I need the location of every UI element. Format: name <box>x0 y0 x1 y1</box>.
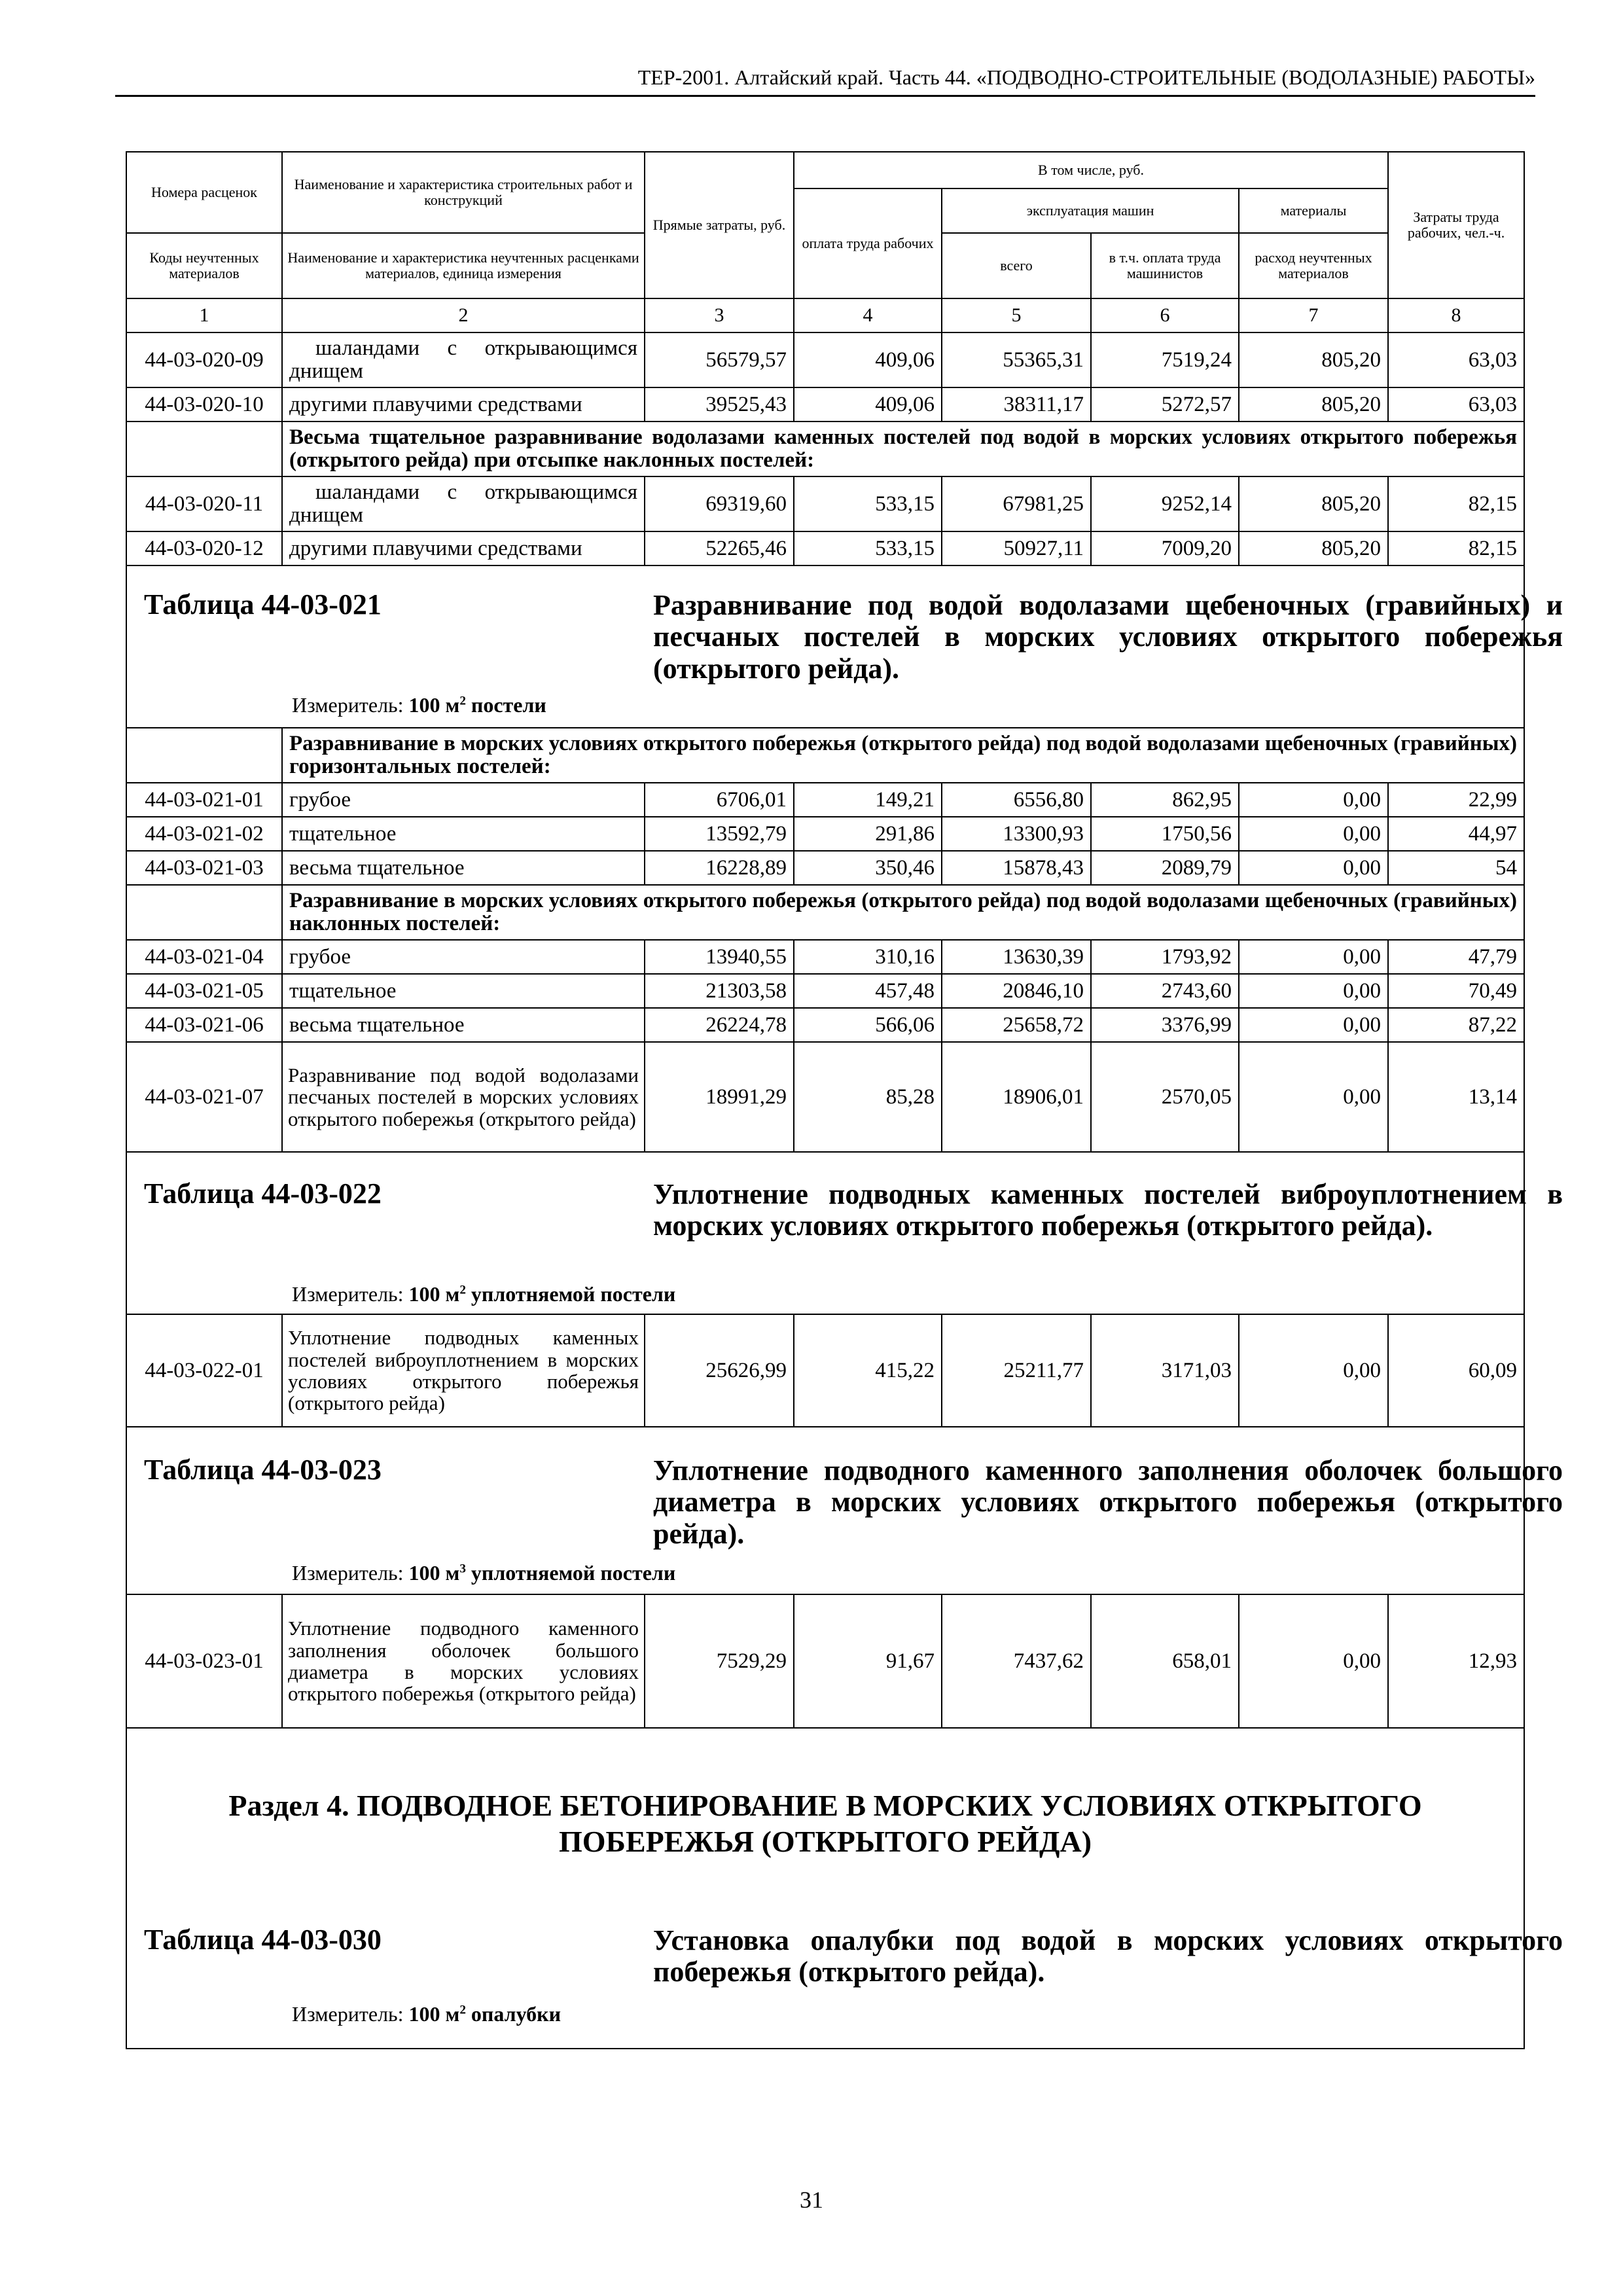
wage-cost: 291,86 <box>794 817 942 851</box>
col-number: 6 <box>1091 298 1239 332</box>
direct-cost: 56579,57 <box>645 332 794 387</box>
col-codes-sub-header: Коды неучтенных материалов <box>126 233 282 298</box>
machines-total: 50927,11 <box>942 531 1091 565</box>
direct-cost: 26224,78 <box>645 1008 794 1042</box>
machinist-wage: 2570,05 <box>1091 1042 1239 1152</box>
machines-total: 13300,93 <box>942 817 1091 851</box>
table-row <box>126 1042 1524 1152</box>
machines-total: 15878,43 <box>942 851 1091 885</box>
machinist-wage: 5272,57 <box>1091 387 1239 422</box>
group-heading: Разравнивание в морских условиях открытого побережья (открытого рейда) под водой водолазами щебеночных (гравийных) наклонных постелей: <box>282 885 1524 940</box>
machinist-wage: 2089,79 <box>1091 851 1239 885</box>
table-row <box>126 476 1524 531</box>
machinist-wage: 3376,99 <box>1091 1008 1239 1042</box>
materials-cost: 805,20 <box>1239 476 1388 531</box>
direct-cost: 13592,79 <box>645 817 794 851</box>
wage-cost: 310,16 <box>794 940 942 974</box>
section-4-block <box>126 1728 1563 2049</box>
table-number: Таблица 44-03-021 <box>144 588 382 620</box>
materials-cost: 0,00 <box>1239 817 1388 851</box>
labor-cost: 82,15 <box>1388 476 1524 531</box>
materials-cost: 805,20 <box>1239 387 1388 422</box>
col-wage-header: оплата труда рабочих <box>794 188 942 298</box>
table-row <box>126 332 1524 387</box>
table-number: Таблица 44-03-030 <box>144 1924 382 1956</box>
table-row <box>126 1008 1524 1042</box>
rate-code: 44-03-021-01 <box>126 783 282 817</box>
machines-total: 67981,25 <box>942 476 1091 531</box>
table-023-heading <box>126 1427 1563 1594</box>
wage-cost: 566,06 <box>794 1008 942 1042</box>
table-title: Уплотнение подводных каменных постелей виброуплотнением в морских условиях открытого побережья (открытого рейда). <box>653 1178 1563 1242</box>
direct-cost: 13940,55 <box>645 940 794 974</box>
machinist-wage: 2743,60 <box>1091 974 1239 1008</box>
machinist-wage: 862,95 <box>1091 783 1239 817</box>
rate-name: тщательное <box>282 817 645 851</box>
wage-cost: 91,67 <box>794 1594 942 1728</box>
col-name-sub-header: Наименование и характеристика неучтенных расценками материалов, единица измерения <box>282 233 645 298</box>
table-number: Таблица 44-03-022 <box>144 1177 382 1210</box>
rate-name: другими плавучими средствами <box>282 387 645 422</box>
group-heading: Весьма тщательное разравнивание водолазами каменных постелей под водой в морских условиях открытого побережья (открытого рейда) при отсыпке наклонных постелей: <box>282 422 1524 476</box>
col-number: 7 <box>1239 298 1388 332</box>
table-unit: Измеритель: 100 $м^3$ уплотняемой постели <box>292 1561 676 1585</box>
col-labor-header: Затраты труда рабочих, чел.-ч. <box>1388 152 1524 298</box>
direct-cost: 52265,46 <box>645 531 794 565</box>
labor-cost: 54 <box>1388 851 1524 885</box>
materials-cost: 0,00 <box>1239 940 1388 974</box>
table-row <box>126 940 1524 974</box>
rate-name: шаландами с открывающимся днищем <box>282 476 645 531</box>
rate-code: 44-03-021-07 <box>126 1042 282 1152</box>
direct-cost: 21303,58 <box>645 974 794 1008</box>
direct-cost: 18991,29 <box>645 1042 794 1152</box>
col-materials-header: материалы <box>1239 188 1388 233</box>
col-machines-header: эксплуатация машин <box>942 188 1239 233</box>
materials-cost: 0,00 <box>1239 974 1388 1008</box>
machinist-wage: 3171,03 <box>1091 1314 1239 1427</box>
table-unit: Измеритель: 100 $м^2$ опалубки <box>292 2002 562 2026</box>
materials-cost: 0,00 <box>1239 1594 1388 1728</box>
rates-table <box>126 151 1563 2049</box>
rate-code: 44-03-020-10 <box>126 387 282 422</box>
labor-cost: 44,97 <box>1388 817 1524 851</box>
machinist-wage: 658,01 <box>1091 1594 1239 1728</box>
labor-cost: 63,03 <box>1388 387 1524 422</box>
machines-total: 25211,77 <box>942 1314 1091 1427</box>
machinist-wage: 1750,56 <box>1091 817 1239 851</box>
table-row <box>126 817 1524 851</box>
rate-name: Уплотнение подводного каменного заполнения оболочек большого диаметра в морских условиях открытого побережья (открытого рейда) <box>282 1594 645 1728</box>
col-codes-header: Номера расценок <box>126 152 282 233</box>
machinist-wage: 7519,24 <box>1091 332 1239 387</box>
machines-total: 13630,39 <box>942 940 1091 974</box>
table-number: Таблица 44-03-023 <box>144 1454 382 1486</box>
labor-cost: 63,03 <box>1388 332 1524 387</box>
table-unit: Измеритель: 100 $м^2$ постели <box>292 693 546 717</box>
col-number: 4 <box>794 298 942 332</box>
rate-name: Разравнивание под водой водолазами песчаных постелей в морских условиях открытого побережья (открытого рейда) <box>282 1042 645 1152</box>
rate-code: 44-03-021-02 <box>126 817 282 851</box>
machines-total: 38311,17 <box>942 387 1091 422</box>
wage-cost: 457,48 <box>794 974 942 1008</box>
rate-code: 44-03-021-04 <box>126 940 282 974</box>
table-row <box>126 851 1524 885</box>
rate-code: 44-03-021-05 <box>126 974 282 1008</box>
machines-total: 18906,01 <box>942 1042 1091 1152</box>
labor-cost: 82,15 <box>1388 531 1524 565</box>
table-row <box>126 387 1524 422</box>
direct-cost: 25626,99 <box>645 1314 794 1427</box>
direct-cost: 39525,43 <box>645 387 794 422</box>
col-number: 3 <box>645 298 794 332</box>
rate-code: 44-03-020-12 <box>126 531 282 565</box>
wage-cost: 533,15 <box>794 531 942 565</box>
col-number: 5 <box>942 298 1091 332</box>
col-number: 2 <box>282 298 645 332</box>
direct-cost: 6706,01 <box>645 783 794 817</box>
rate-code: 44-03-020-11 <box>126 476 282 531</box>
machines-total: 20846,10 <box>942 974 1091 1008</box>
col-name-header: Наименование и характеристика строительных работ и конструкций <box>282 152 645 233</box>
machines-total: 7437,62 <box>942 1594 1091 1728</box>
labor-cost: 47,79 <box>1388 940 1524 974</box>
col-number: 8 <box>1388 298 1524 332</box>
rate-name: грубое <box>282 940 645 974</box>
machinist-wage: 1793,92 <box>1091 940 1239 974</box>
table-title: Установка опалубки под водой в морских условиях открытого побережья (открытого рейда). <box>653 1924 1563 1988</box>
materials-cost: 805,20 <box>1239 531 1388 565</box>
labor-cost: 60,09 <box>1388 1314 1524 1427</box>
materials-cost: 0,00 <box>1239 851 1388 885</box>
direct-cost: 69319,60 <box>645 476 794 531</box>
labor-cost: 22,99 <box>1388 783 1524 817</box>
page-number: 31 <box>800 2187 823 2213</box>
table-row <box>126 531 1524 565</box>
machinist-wage: 9252,14 <box>1091 476 1239 531</box>
table-row <box>126 1314 1524 1427</box>
col-incl-header: В том числе, руб. <box>794 152 1388 188</box>
rate-name: весьма тщательное <box>282 851 645 885</box>
rate-name: Уплотнение подводных каменных постелей виброуплотнением в морских условиях открытого побережья (открытого рейда) <box>282 1314 645 1427</box>
materials-cost: 0,00 <box>1239 783 1388 817</box>
table-title: Уплотнение подводного каменного заполнения оболочек большого диаметра в морских условиях открытого побережья (открытого рейда). <box>653 1454 1563 1550</box>
rate-name: шаландами с открывающимся днищем <box>282 332 645 387</box>
table-row <box>126 1594 1524 1728</box>
wage-cost: 415,22 <box>794 1314 942 1427</box>
rate-name: весьма тщательное <box>282 1008 645 1042</box>
col-number: 1 <box>126 298 282 332</box>
rate-code: 44-03-020-09 <box>126 332 282 387</box>
materials-cost: 0,00 <box>1239 1314 1388 1427</box>
labor-cost: 87,22 <box>1388 1008 1524 1042</box>
col-materials-sub-header: расход неучтенных материалов <box>1239 233 1388 298</box>
table-021-heading <box>126 565 1563 728</box>
section-title: Раздел 4. ПОДВОДНОЕ БЕТОНИРОВАНИЕ В МОРСКИХ УСЛОВИЯХ ОТКРЫТОГО ПОБЕРЕЖЬЯ (ОТКРЫТОГО РЕЙДА) <box>228 1789 1422 1859</box>
col-total-header: всего <box>942 233 1091 298</box>
rate-code: 44-03-021-03 <box>126 851 282 885</box>
machines-total: 6556,80 <box>942 783 1091 817</box>
labor-cost: 70,49 <box>1388 974 1524 1008</box>
materials-cost: 0,00 <box>1239 1042 1388 1152</box>
wage-cost: 350,46 <box>794 851 942 885</box>
table-022-heading <box>126 1152 1563 1314</box>
machines-total: 55365,31 <box>942 332 1091 387</box>
wage-cost: 85,28 <box>794 1042 942 1152</box>
machinist-wage: 7009,20 <box>1091 531 1239 565</box>
direct-cost: 7529,29 <box>645 1594 794 1728</box>
table-row <box>126 783 1524 817</box>
rate-code: 44-03-022-01 <box>126 1314 282 1427</box>
machines-total: 25658,72 <box>942 1008 1091 1042</box>
materials-cost: 805,20 <box>1239 332 1388 387</box>
wage-cost: 409,06 <box>794 387 942 422</box>
table-title: Разравнивание под водой водолазами щебеночных (гравийных) и песчаных постелей в морских условиях открытого побережья (открытого рейда). <box>653 589 1563 685</box>
running-header: ТЕР-2001. Алтайский край. Часть 44. «ПОДВОДНО-СТРОИТЕЛЬНЫЕ (ВОДОЛАЗНЫЕ) РАБОТЫ» <box>115 65 1535 97</box>
rate-code: 44-03-021-06 <box>126 1008 282 1042</box>
rate-name: тщательное <box>282 974 645 1008</box>
rate-name: другими плавучими средствами <box>282 531 645 565</box>
group-heading: Разравнивание в морских условиях открытого побережья (открытого рейда) под водой водолазами щебеночных (гравийных) горизонтальных постелей: <box>282 728 1524 783</box>
rate-code: 44-03-023-01 <box>126 1594 282 1728</box>
materials-cost: 0,00 <box>1239 1008 1388 1042</box>
rate-name: грубое <box>282 783 645 817</box>
col-direct-header: Прямые затраты, руб. <box>645 152 794 298</box>
table-unit: Измеритель: 100 $м^2$ уплотняемой постели <box>292 1282 676 1306</box>
labor-cost: 12,93 <box>1388 1594 1524 1728</box>
wage-cost: 409,06 <box>794 332 942 387</box>
labor-cost: 13,14 <box>1388 1042 1524 1152</box>
wage-cost: 533,15 <box>794 476 942 531</box>
table-row <box>126 974 1524 1008</box>
col-machinist-header: в т.ч. оплата труда машинистов <box>1091 233 1239 298</box>
wage-cost: 149,21 <box>794 783 942 817</box>
direct-cost: 16228,89 <box>645 851 794 885</box>
